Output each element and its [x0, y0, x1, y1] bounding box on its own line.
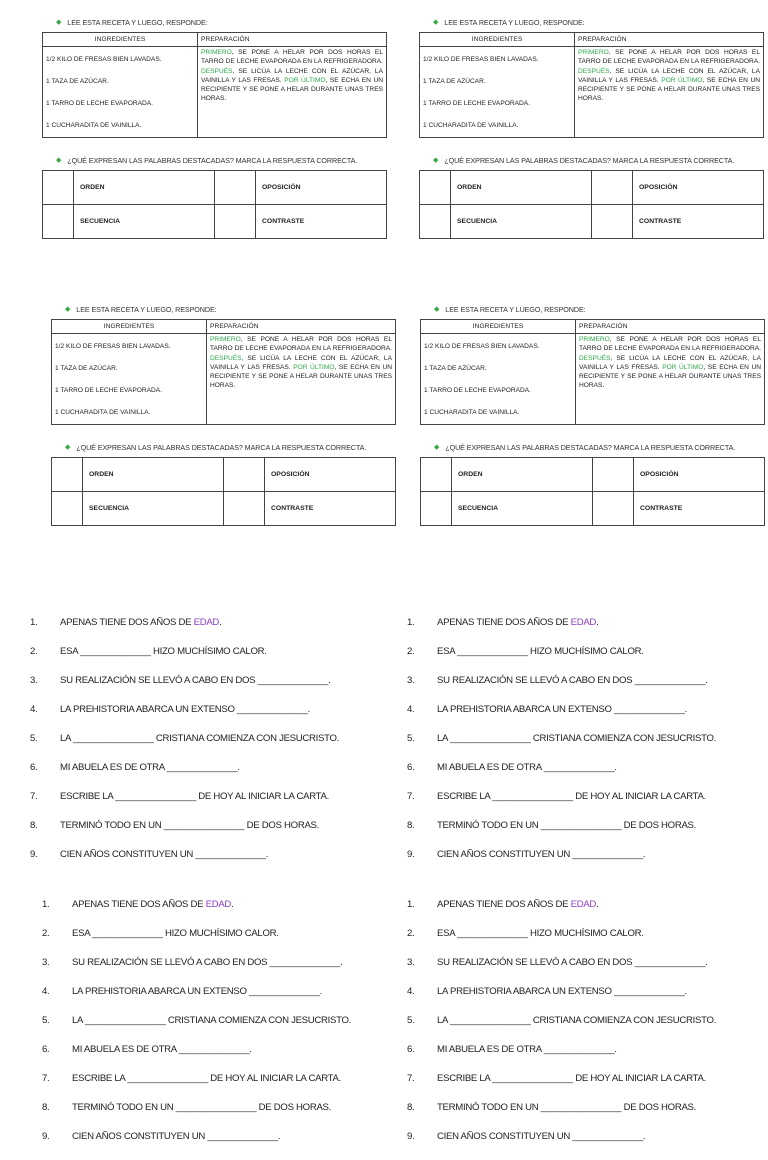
answer-options-table	[42, 170, 387, 239]
highlight-word: POR ÚLTIMO	[662, 363, 704, 371]
checkbox-orden[interactable]	[421, 458, 452, 492]
option-oposicion: OPOSICIÓN	[634, 458, 765, 492]
ingredient-item: 1 CUCHARADITA DE VAINILLA.	[423, 121, 519, 129]
exercise-item: 7. ESCRIBE LA ________________ DE HOY AL INICIAR LA CARTA.	[30, 791, 329, 802]
highlight-word: DESPUÉS	[579, 354, 611, 362]
option-orden: ORDEN	[74, 171, 215, 205]
exercise-item: 4. LA PREHISTORIA ABARCA UN EXTENSO ______________.	[407, 704, 687, 715]
exercise-item: 1. APENAS TIENE DOS AÑOS DE EDAD.	[42, 899, 234, 910]
answer-options-table	[419, 170, 764, 239]
highlight-word: DESPUÉS	[201, 67, 233, 75]
exercise-item: 3. SU REALIZACIÓN SE LLEVÓ A CABO EN DOS ______________.	[42, 957, 343, 968]
exercise-item: 9. CIEN AÑOS CONSTITUYEN UN ______________.	[407, 849, 646, 860]
answer-options-table	[420, 457, 765, 526]
preparation-text: PRIMERO, SE PONE A HELAR POR DOS HORAS EL TARRO DE LECHE EVAPORADA EN LA REFRIGERADORA. DESPUÉS, SE LICÚA LA LECHE CON EL AZÚCAR, LA VAINILLA Y LAS FRESAS. POR ÚLTIMO, SE ECHA EN UN RECIPIENTE Y SE PONE A HELAR DURANTE UNAS TRES HORAS.	[198, 47, 387, 138]
exercise-item: 3. SU REALIZACIÓN SE LLEVÓ A CABO EN DOS ______________.	[407, 957, 708, 968]
ingredient-item: 1/2 KILO DE FRESAS BIEN LAVADAS.	[424, 342, 540, 350]
exercise-item: 6. MI ABUELA ES DE OTRA ______________.	[407, 762, 617, 773]
exercise-item: 2. ESA ______________ HIZO MUCHÍSIMO CALOR.	[407, 646, 644, 657]
checkbox-oposicion[interactable]	[215, 171, 256, 205]
checkbox-contraste[interactable]	[592, 205, 633, 239]
checkbox-secuencia[interactable]	[420, 205, 451, 239]
ingredients-list	[421, 334, 576, 425]
exercise-item: 6. MI ABUELA ES DE OTRA ______________.	[42, 1044, 252, 1055]
exercise-item: 8. TERMINÓ TODO EN UN ________________ DE DOS HORAS.	[407, 1102, 697, 1113]
checkbox-oposicion[interactable]	[224, 458, 265, 492]
fill-in-exercise-list	[407, 899, 716, 1160]
ingredient-item: 1 TARRO DE LECHE EVAPORADA.	[55, 386, 162, 394]
ingredients-list	[52, 334, 207, 425]
recipe-exercise-block	[419, 18, 764, 239]
ingredient-item: 1 TARRO DE LECHE EVAPORADA.	[424, 386, 531, 394]
highlight-word: DESPUÉS	[210, 354, 242, 362]
highlight-word: PRIMERO	[201, 49, 232, 57]
exercise-item: 1. APENAS TIENE DOS AÑOS DE EDAD.	[407, 617, 599, 628]
checkbox-orden[interactable]	[420, 171, 451, 205]
highlight-word: POR ÚLTIMO	[661, 76, 703, 84]
option-contraste: CONTRASTE	[265, 492, 396, 526]
bullet-icon: ◆	[65, 306, 71, 313]
bullet-icon: ◆	[434, 306, 440, 313]
bullet-icon: ◆	[56, 19, 62, 26]
recipe-table	[51, 319, 396, 425]
recipe-exercise-block	[420, 305, 765, 526]
checkbox-contraste[interactable]	[593, 492, 634, 526]
highlight-word: EDAD	[205, 899, 232, 910]
fill-in-exercise-list	[42, 899, 351, 1160]
exercise-item: 8. TERMINÓ TODO EN UN ________________ DE DOS HORAS.	[407, 820, 697, 831]
instruction-read: ◆ LEE ESTA RECETA Y LUEGO, RESPONDE:	[434, 305, 586, 314]
instruction-question: ◆ ¿QUÉ EXPRESAN LAS PALABRAS DESTACADAS? MARCA LA RESPUESTA CORRECTA.	[434, 443, 736, 453]
highlight-word: DESPUÉS	[578, 67, 610, 75]
exercise-item: 2. ESA ______________ HIZO MUCHÍSIMO CALOR.	[42, 928, 279, 939]
exercise-item: 7. ESCRIBE LA ________________ DE HOY AL INICIAR LA CARTA.	[407, 791, 706, 802]
ingredient-item: 1 TAZA DE AZÚCAR.	[46, 77, 109, 85]
option-contraste: CONTRASTE	[256, 205, 387, 239]
ingredient-item: 1 TARRO DE LECHE EVAPORADA.	[46, 99, 153, 107]
instruction-read: ◆ LEE ESTA RECETA Y LUEGO, RESPONDE:	[56, 18, 208, 27]
exercise-item: 7. ESCRIBE LA ________________ DE HOY AL INICIAR LA CARTA.	[42, 1073, 341, 1084]
exercise-item: 2. ESA ______________ HIZO MUCHÍSIMO CALOR.	[407, 928, 644, 939]
checkbox-oposicion[interactable]	[592, 171, 633, 205]
exercise-item: 3. SU REALIZACIÓN SE LLEVÓ A CABO EN DOS ______________.	[407, 675, 708, 686]
checkbox-secuencia[interactable]	[43, 205, 74, 239]
ingredient-item: 1/2 KILO DE FRESAS BIEN LAVADAS.	[423, 55, 539, 63]
checkbox-oposicion[interactable]	[593, 458, 634, 492]
option-orden: ORDEN	[451, 171, 592, 205]
option-contraste: CONTRASTE	[634, 492, 765, 526]
exercise-item: 3. SU REALIZACIÓN SE LLEVÓ A CABO EN DOS ______________.	[30, 675, 331, 686]
instruction-question: ◆ ¿QUÉ EXPRESAN LAS PALABRAS DESTACADAS? MARCA LA RESPUESTA CORRECTA.	[65, 443, 367, 453]
instruction-question: ◆ ¿QUÉ EXPRESAN LAS PALABRAS DESTACADAS? MARCA LA RESPUESTA CORRECTA.	[56, 156, 358, 166]
ingredient-item: 1 CUCHARADITA DE VAINILLA.	[424, 408, 520, 416]
option-contraste: CONTRASTE	[633, 205, 764, 239]
preparation-header: PREPARACIÓN	[207, 320, 396, 334]
preparation-text: PRIMERO, SE PONE A HELAR POR DOS HORAS EL TARRO DE LECHE EVAPORADA EN LA REFRIGERADORA. DESPUÉS, SE LICÚA LA LECHE CON EL AZÚCAR, LA VAINILLA Y LAS FRESAS. POR ÚLTIMO, SE ECHA EN UN RECIPIENTE Y SE PONE A HELAR DURANTE UNAS TRES HORAS.	[207, 334, 396, 425]
highlight-word: PRIMERO	[579, 336, 610, 344]
option-oposicion: OPOSICIÓN	[633, 171, 764, 205]
checkbox-secuencia[interactable]	[52, 492, 83, 526]
ingredient-item: 1 TAZA DE AZÚCAR.	[424, 364, 487, 372]
checkbox-secuencia[interactable]	[421, 492, 452, 526]
bullet-icon: ◆	[56, 157, 62, 165]
ingredients-header: INGREDIENTES	[52, 320, 207, 334]
preparation-header: PREPARACIÓN	[198, 33, 387, 47]
exercise-item: 2. ESA ______________ HIZO MUCHÍSIMO CALOR.	[30, 646, 267, 657]
fill-in-exercise-list	[30, 617, 339, 878]
instruction-read: ◆ LEE ESTA RECETA Y LUEGO, RESPONDE:	[65, 305, 217, 314]
highlight-word: EDAD	[570, 899, 597, 910]
ingredient-item: 1 CUCHARADITA DE VAINILLA.	[46, 121, 142, 129]
exercise-item: 4. LA PREHISTORIA ABARCA UN EXTENSO ______________.	[407, 986, 687, 997]
instruction-read: ◆ LEE ESTA RECETA Y LUEGO, RESPONDE:	[433, 18, 585, 27]
option-secuencia: SECUENCIA	[452, 492, 593, 526]
exercise-item: 5. LA ________________ CRISTIANA COMIENZA CON JESUCRISTO.	[407, 1015, 717, 1026]
exercise-item: 8. TERMINÓ TODO EN UN ________________ DE DOS HORAS.	[42, 1102, 332, 1113]
exercise-item: 8. TERMINÓ TODO EN UN ________________ DE DOS HORAS.	[30, 820, 320, 831]
exercise-item: 9. CIEN AÑOS CONSTITUYEN UN ______________.	[42, 1131, 281, 1142]
preparation-text: PRIMERO, SE PONE A HELAR POR DOS HORAS EL TARRO DE LECHE EVAPORADA EN LA REFRIGERADORA. DESPUÉS, SE LICÚA LA LECHE CON EL AZÚCAR, LA VAINILLA Y LAS FRESAS. POR ÚLTIMO, SE ECHA EN UN RECIPIENTE Y SE PONE A HELAR DURANTE UNAS TRES HORAS.	[575, 47, 764, 138]
option-secuencia: SECUENCIA	[451, 205, 592, 239]
exercise-item: 9. CIEN AÑOS CONSTITUYEN UN ______________.	[407, 1131, 646, 1142]
recipe-table	[419, 32, 764, 138]
preparation-header: PREPARACIÓN	[575, 33, 764, 47]
ingredients-header: INGREDIENTES	[420, 33, 575, 47]
exercise-item: 1. APENAS TIENE DOS AÑOS DE EDAD.	[407, 899, 599, 910]
answer-options-table	[51, 457, 396, 526]
exercise-item: 6. MI ABUELA ES DE OTRA ______________.	[30, 762, 240, 773]
ingredient-item: 1 TARRO DE LECHE EVAPORADA.	[423, 99, 530, 107]
preparation-header: PREPARACIÓN	[576, 320, 765, 334]
option-secuencia: SECUENCIA	[83, 492, 224, 526]
exercise-item: 5. LA ________________ CRISTIANA COMIENZA CON JESUCRISTO.	[407, 733, 717, 744]
exercise-item: 4. LA PREHISTORIA ABARCA UN EXTENSO ______________.	[42, 986, 322, 997]
checkbox-orden[interactable]	[52, 458, 83, 492]
highlight-word: EDAD	[193, 617, 220, 628]
ingredient-item: 1 CUCHARADITA DE VAINILLA.	[55, 408, 151, 416]
fill-in-exercise-list	[407, 617, 716, 878]
checkbox-orden[interactable]	[43, 171, 74, 205]
highlight-word: PRIMERO	[210, 336, 241, 344]
option-oposicion: OPOSICIÓN	[265, 458, 396, 492]
highlight-word: EDAD	[570, 617, 597, 628]
ingredient-item: 1 TAZA DE AZÚCAR.	[423, 77, 486, 85]
ingredients-list	[420, 47, 575, 138]
ingredients-list	[43, 47, 198, 138]
exercise-item: 1. APENAS TIENE DOS AÑOS DE EDAD.	[30, 617, 222, 628]
recipe-exercise-block	[42, 18, 387, 239]
preparation-text: PRIMERO, SE PONE A HELAR POR DOS HORAS EL TARRO DE LECHE EVAPORADA EN LA REFRIGERADORA. DESPUÉS, SE LICÚA LA LECHE CON EL AZÚCAR, LA VAINILLA Y LAS FRESAS. POR ÚLTIMO, SE ECHA EN UN RECIPIENTE Y SE PONE A HELAR DURANTE UNAS TRES HORAS.	[576, 334, 765, 425]
option-orden: ORDEN	[83, 458, 224, 492]
recipe-table	[42, 32, 387, 138]
exercise-item: 4. LA PREHISTORIA ABARCA UN EXTENSO ______________.	[30, 704, 310, 715]
exercise-item: 6. MI ABUELA ES DE OTRA ______________.	[407, 1044, 617, 1055]
instruction-question: ◆ ¿QUÉ EXPRESAN LAS PALABRAS DESTACADAS? MARCA LA RESPUESTA CORRECTA.	[433, 156, 735, 166]
ingredients-header: INGREDIENTES	[421, 320, 576, 334]
ingredient-item: 1/2 KILO DE FRESAS BIEN LAVADAS.	[46, 55, 162, 63]
option-secuencia: SECUENCIA	[74, 205, 215, 239]
exercise-item: 7. ESCRIBE LA ________________ DE HOY AL INICIAR LA CARTA.	[407, 1073, 706, 1084]
exercise-item: 5. LA ________________ CRISTIANA COMIENZA CON JESUCRISTO.	[30, 733, 340, 744]
highlight-word: PRIMERO	[578, 49, 609, 57]
checkbox-contraste[interactable]	[224, 492, 265, 526]
bullet-icon: ◆	[434, 444, 440, 452]
option-oposicion: OPOSICIÓN	[256, 171, 387, 205]
bullet-icon: ◆	[433, 157, 439, 165]
recipe-table	[420, 319, 765, 425]
checkbox-contraste[interactable]	[215, 205, 256, 239]
bullet-icon: ◆	[65, 444, 71, 452]
ingredient-item: 1 TAZA DE AZÚCAR.	[55, 364, 118, 372]
bullet-icon: ◆	[433, 19, 439, 26]
ingredient-item: 1/2 KILO DE FRESAS BIEN LAVADAS.	[55, 342, 171, 350]
exercise-item: 9. CIEN AÑOS CONSTITUYEN UN ______________.	[30, 849, 269, 860]
option-orden: ORDEN	[452, 458, 593, 492]
highlight-word: POR ÚLTIMO	[284, 76, 326, 84]
ingredients-header: INGREDIENTES	[43, 33, 198, 47]
exercise-item: 5. LA ________________ CRISTIANA COMIENZA CON JESUCRISTO.	[42, 1015, 352, 1026]
highlight-word: POR ÚLTIMO	[293, 363, 335, 371]
recipe-exercise-block	[51, 305, 396, 526]
